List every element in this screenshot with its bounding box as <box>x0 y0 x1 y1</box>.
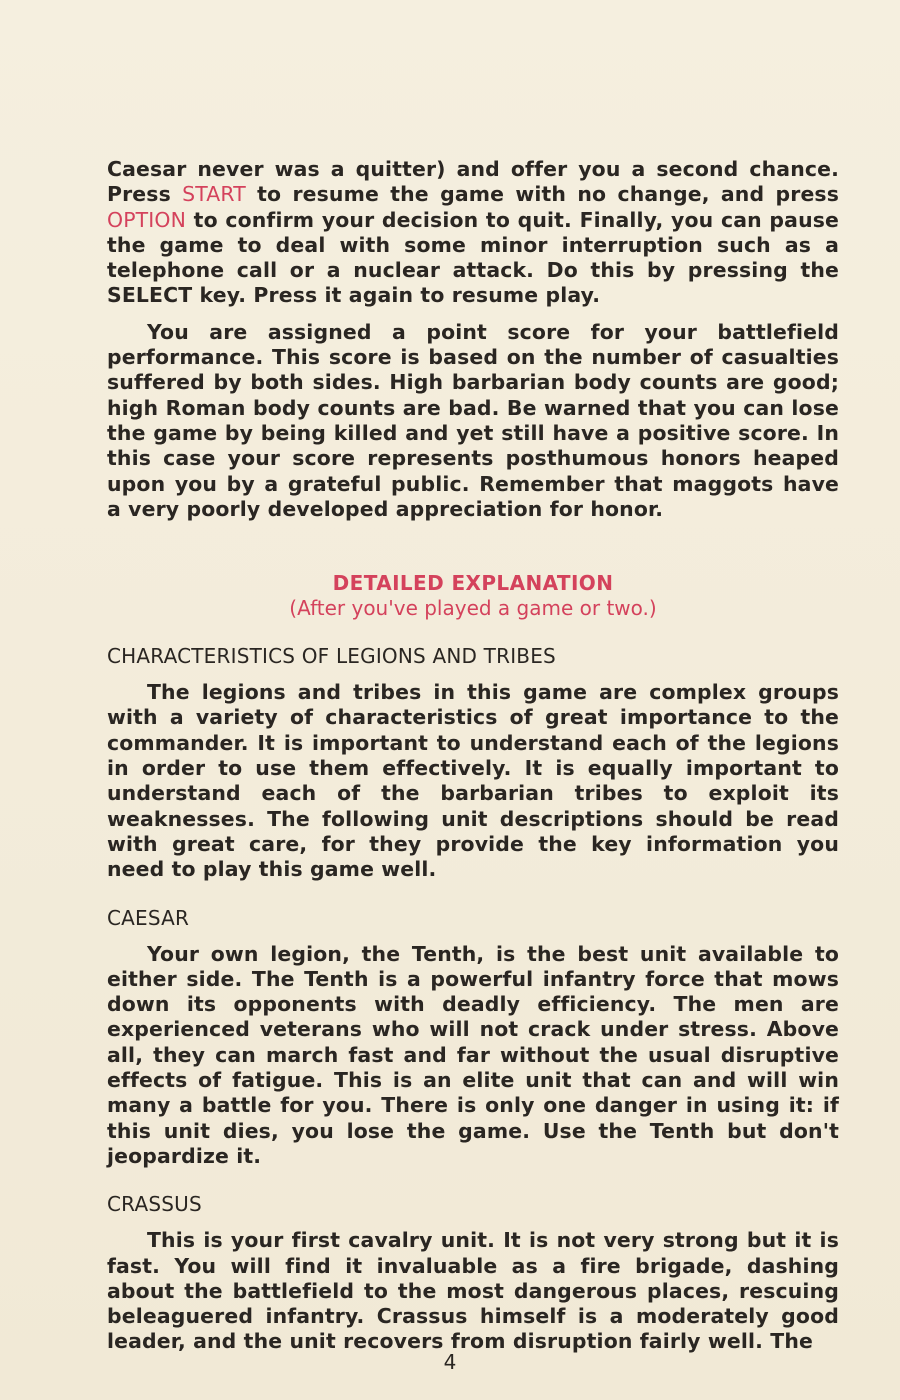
crassus-heading: CRASSUS <box>107 1192 202 1217</box>
spacer <box>107 522 839 570</box>
option-key-label: OPTION <box>107 207 187 232</box>
section-subtitle: (After you've played a game or two.) <box>289 596 657 621</box>
spacer <box>107 309 839 320</box>
characteristics-heading: CHARACTERISTICS OF LEGIONS AND TRIBES <box>107 644 556 669</box>
paragraph-text: to confirm your decision to quit. Finally, you can pause the game to deal with some minor interruption such as a telephone call or a nuclear attack. Do this by pressing the SELECT key. Press it again to resume play. <box>107 207 839 308</box>
spacer <box>107 669 839 680</box>
quit-pause-paragraph <box>107 157 839 309</box>
spacer <box>107 621 839 632</box>
spacer <box>107 931 839 942</box>
score-paragraph: You are assigned a point score for your battlefield performance. This score is based on the number of casualties suffered by both sides. High barbarian body counts are good; high Roman body counts are bad. Be warned that you can lose the game by being killed and yet still have a positive score. In this case your score represents posthumous honors heaped upon you by a grateful public. Remember that maggots have a very poorly developed appreciation for honor. <box>107 319 839 521</box>
page-number: 4 <box>443 1350 457 1374</box>
paragraph-text: to resume the game with no change, and press <box>245 182 839 207</box>
spacer <box>107 1180 839 1191</box>
spacer <box>107 632 839 643</box>
crassus-paragraph: This is your first cavalry unit. It is not very strong but it is fast. You will find it invaluable as a fire brigade, dashing about the battlefield to the most dangerous places, rescuing beleaguered infantry. Crassus himself is a moderately good leader, and the unit recovers from disruption fairly well. The <box>107 1228 839 1354</box>
start-key-label: START <box>182 182 246 207</box>
caesar-heading: CAESAR <box>107 905 190 930</box>
characteristics-paragraph: The legions and tribes in this game are complex groups with a variety of characteristics of great importance to the commander. It is important to understand each of the legions in order to use them effectively. It is equally important to understand each of the barbarian tribes to exploit its weaknesses. The following unit descriptions should be read with great care, for they provide the key information you need to play this game well. <box>107 680 839 882</box>
paragraph-text: Caesar never was a quitter) and offer you a second chance. Press <box>107 157 839 207</box>
spacer <box>107 883 839 894</box>
spacer <box>107 1217 839 1228</box>
caesar-paragraph: Your own legion, the Tenth, is the best unit available to either side. The Tenth is a powerful infantry force that mows down its opponents with deadly efficiency. The men are experienced veterans who will not crack under stress. Above all, they can march fast and far without the usual disruptive effects of fatigue. This is an elite unit that can and will win many a battle for you. There is only one danger in using it: if this unit dies, you lose the game. Use the Tenth but don't jeopardize it. <box>107 941 839 1168</box>
page-content <box>107 157 839 1355</box>
section-title: DETAILED EXPLANATION <box>332 571 614 596</box>
spacer <box>107 1169 839 1180</box>
spacer <box>107 894 839 905</box>
